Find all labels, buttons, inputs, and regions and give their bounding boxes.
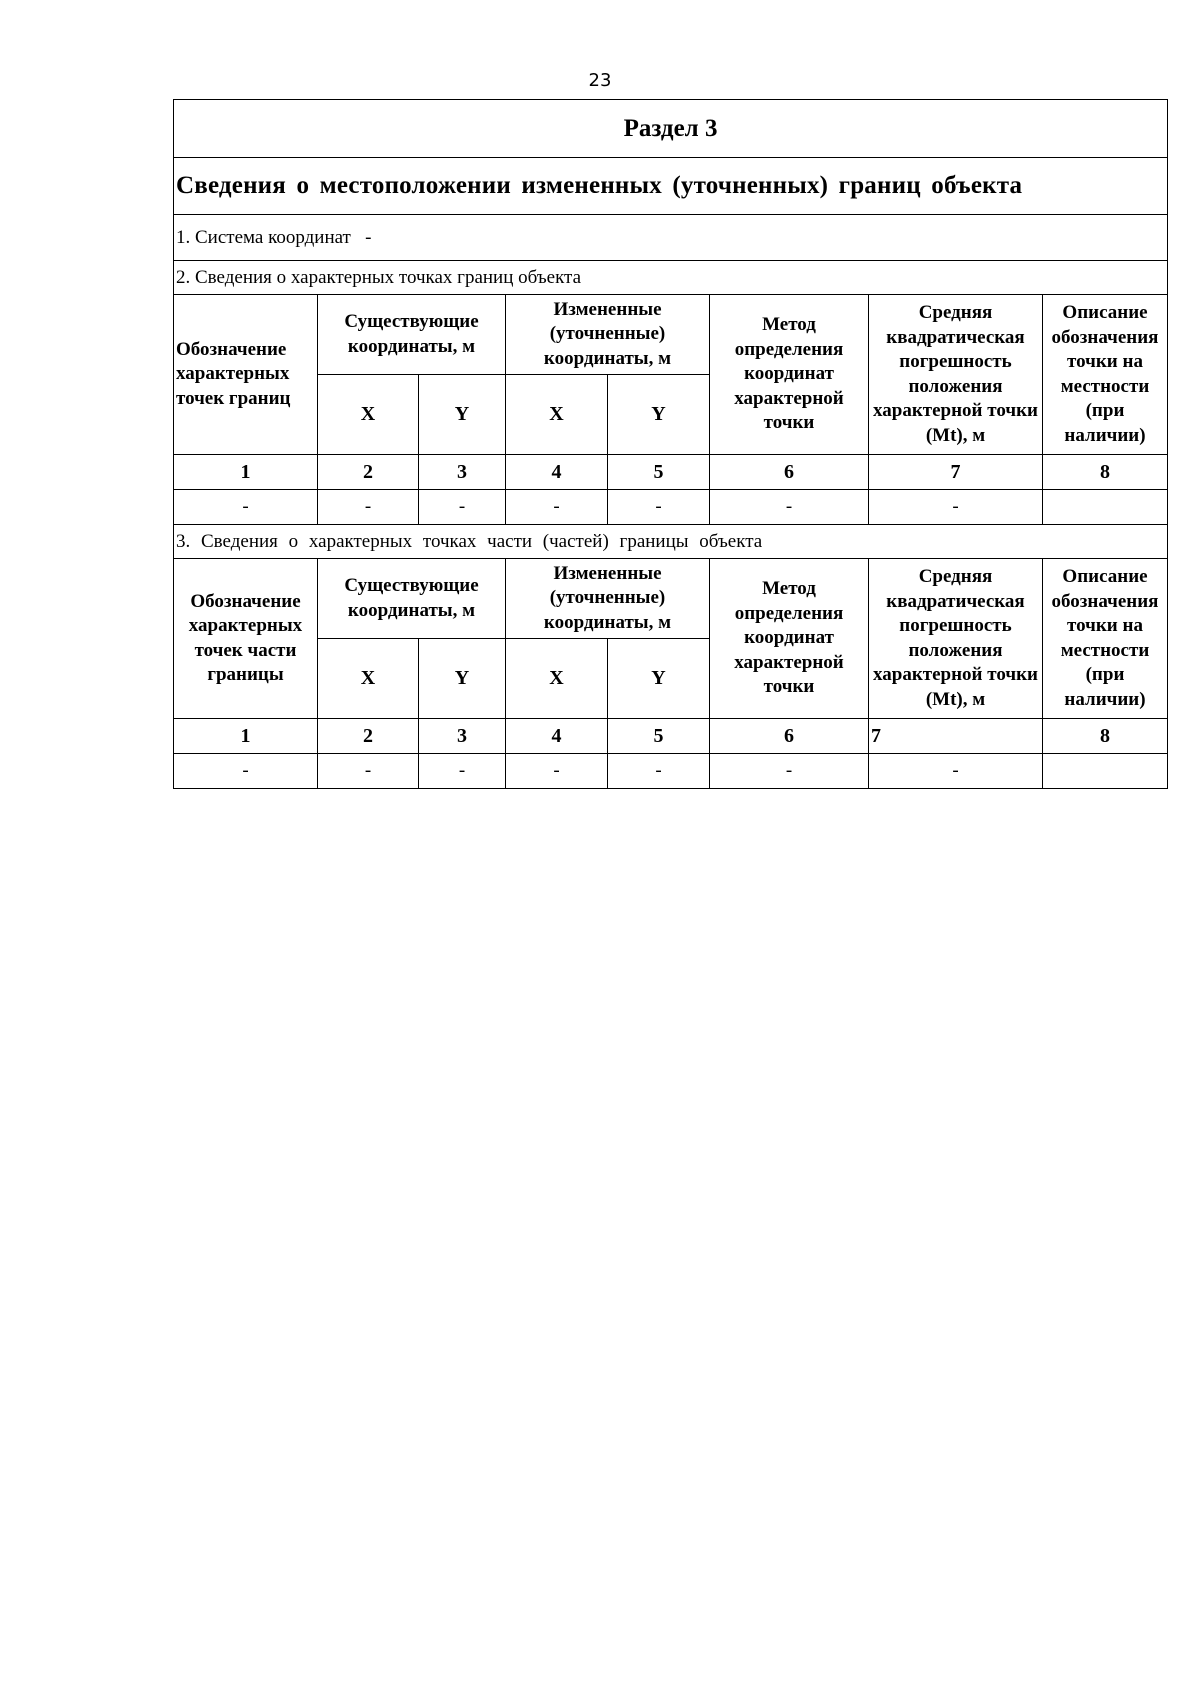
block2-header-y2: Y <box>608 639 710 719</box>
section-title: Раздел 3 <box>174 100 1168 158</box>
block2-header-changed: Измененные (уточненные) координаты, м <box>506 559 710 639</box>
block1-caption-row <box>174 261 1168 295</box>
block2-numbers-row <box>174 719 1168 754</box>
block1-numbers-row <box>174 455 1168 490</box>
table-cell: - <box>608 754 710 789</box>
table-cell: - <box>318 490 419 525</box>
block2-col-number: 2 <box>318 719 419 754</box>
page-number: 23 <box>588 70 612 91</box>
block2-col-number: 4 <box>506 719 608 754</box>
table-cell: - <box>506 754 608 789</box>
block1-header-point: Обозначение характерных точек границ <box>174 295 318 455</box>
table-cell: - <box>506 490 608 525</box>
block2-col-number: 1 <box>174 719 318 754</box>
block1-col-number: 3 <box>419 455 506 490</box>
block1-header-method: Метод определения координат характерной точки <box>710 295 869 455</box>
coordinate-system-row <box>174 215 1168 261</box>
section-subtitle: Сведения о местоположении измененных (уточненных) границ объекта <box>174 158 1168 215</box>
table-cell: - <box>710 754 869 789</box>
coordinate-system-label: 1. Система координат - <box>174 215 1168 261</box>
block2-header-point: Обозначение характерных точек части границы <box>174 559 318 719</box>
block1-header-description: Описание обозначения точки на местности (при наличии) <box>1043 295 1168 455</box>
block1-header-x1: X <box>318 375 419 455</box>
block2-header-y1: Y <box>419 639 506 719</box>
block1-col-number: 7 <box>869 455 1043 490</box>
block2-header-existing: Существующие координаты, м <box>318 559 506 639</box>
block1-col-number: 6 <box>710 455 869 490</box>
table-cell: - <box>419 754 506 789</box>
block2-header-error: Средняя квадратическая погрешность положения характерной точки (Mt), м <box>869 559 1043 719</box>
block1-col-number: 8 <box>1043 455 1168 490</box>
table-cell: - <box>174 490 318 525</box>
block1-header-existing: Существующие координаты, м <box>318 295 506 375</box>
section-title-row <box>174 100 1168 158</box>
block1-col-number: 2 <box>318 455 419 490</box>
block1-col-number: 1 <box>174 455 318 490</box>
block1-header-y1: Y <box>419 375 506 455</box>
section-subtitle-row <box>174 158 1168 215</box>
table-cell <box>1043 490 1168 525</box>
table-cell: - <box>869 490 1043 525</box>
table-cell: - <box>419 490 506 525</box>
block2-caption-row <box>174 525 1168 559</box>
block2-header-row-1 <box>174 559 1168 639</box>
block2-col-number: 7 <box>869 719 1043 754</box>
block2-col-number: 8 <box>1043 719 1168 754</box>
table-cell: - <box>869 754 1043 789</box>
table-cell <box>1043 754 1168 789</box>
block1-header-changed: Измененные (уточненные) координаты, м <box>506 295 710 375</box>
block2-col-number: 5 <box>608 719 710 754</box>
block2-header-x1: X <box>318 639 419 719</box>
table-row <box>174 754 1168 789</box>
block1-header-error: Средняя квадратическая погрешность положения характерной точки (Mt), м <box>869 295 1043 455</box>
block2-header-x2: X <box>506 639 608 719</box>
block1-header-x2: X <box>506 375 608 455</box>
table-cell: - <box>318 754 419 789</box>
section-3-table <box>173 99 1168 789</box>
block2-col-number: 6 <box>710 719 869 754</box>
block1-caption: 2. Сведения о характерных точках границ объекта <box>174 261 1168 295</box>
block1-header-y2: Y <box>608 375 710 455</box>
table-cell: - <box>174 754 318 789</box>
block2-caption: 3. Сведения о характерных точках части (частей) границы объекта <box>174 525 1168 559</box>
block2-col-number: 3 <box>419 719 506 754</box>
table-cell: - <box>710 490 869 525</box>
table-row <box>174 490 1168 525</box>
block1-col-number: 5 <box>608 455 710 490</box>
table-cell: - <box>608 490 710 525</box>
block2-header-description: Описание обозначения точки на местности (при наличии) <box>1043 559 1168 719</box>
block1-header-row-1 <box>174 295 1168 375</box>
block1-col-number: 4 <box>506 455 608 490</box>
block2-header-method: Метод определения координат характерной точки <box>710 559 869 719</box>
